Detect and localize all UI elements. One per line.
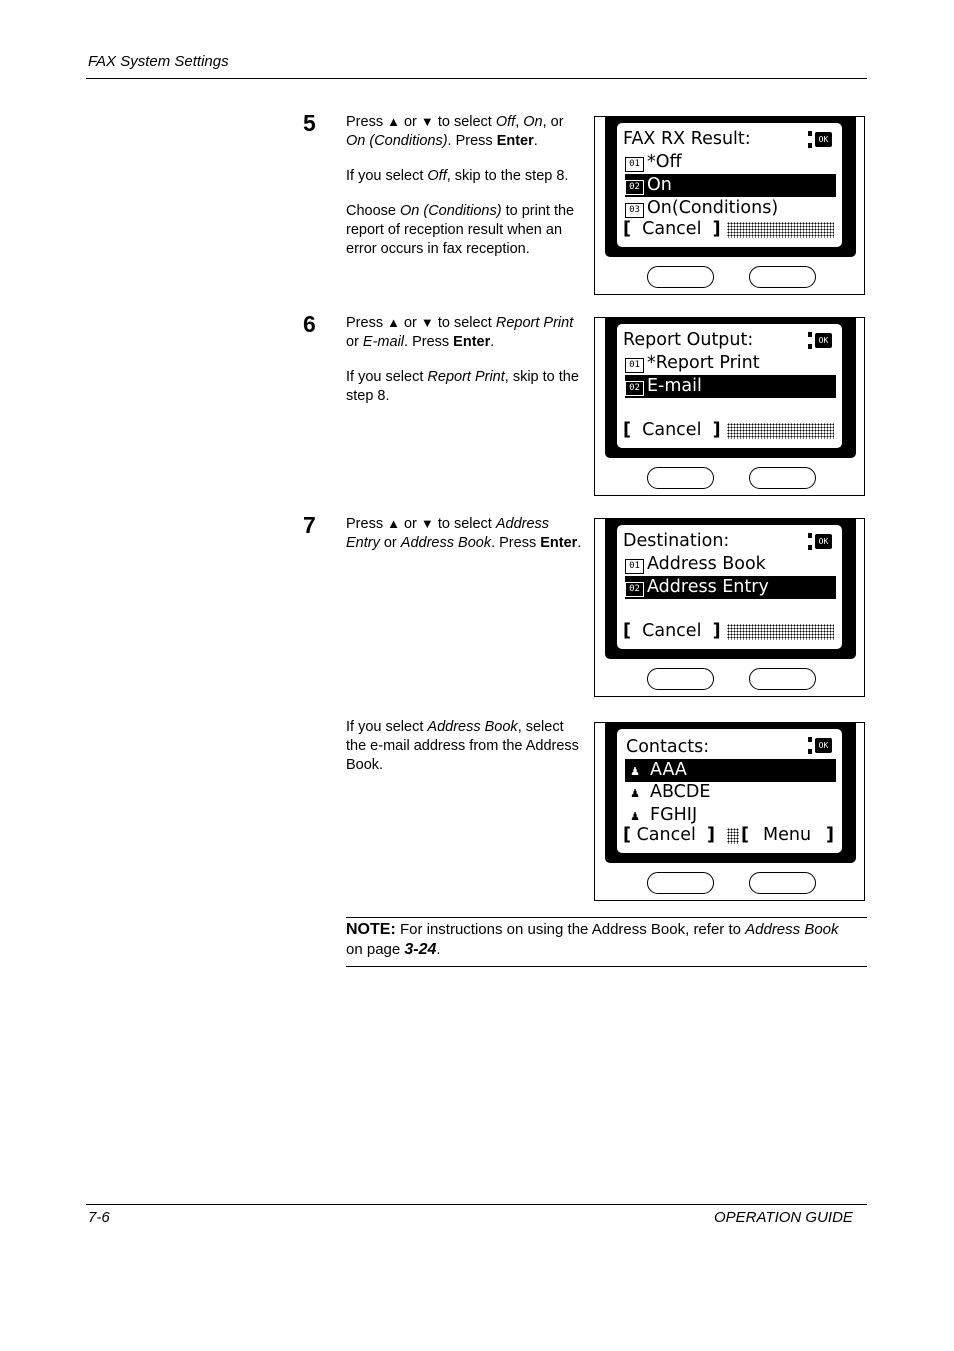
note: NOTE: For instructions on using the Address Book, refer to Address Book on page 3-24.: [346, 921, 839, 958]
note-page-ref[interactable]: 3-24: [404, 941, 437, 958]
step-instructions: [346, 112, 586, 275]
up-down-icon: [808, 130, 812, 148]
step-paragraph: Press ▲ or ▼ to select Off, On, or On (Conditions). Press Enter.: [346, 114, 564, 149]
menu-option[interactable]: 01 *Off: [625, 151, 836, 174]
right-softkey-button[interactable]: [749, 872, 816, 894]
ok-icon: OK: [815, 132, 832, 147]
operation-panel-illustration: [594, 317, 865, 496]
left-softkey-button[interactable]: [647, 467, 714, 489]
menu-option-selected[interactable]: 02 On: [625, 174, 836, 197]
up-down-icon: [808, 331, 812, 349]
step-paragraph: Press ▲ or ▼ to select Report Print or E-mail. Press Enter.: [346, 315, 574, 350]
cancel-softkey[interactable]: Cancel: [642, 420, 702, 440]
menu-softkey[interactable]: Menu: [763, 825, 812, 845]
operation-panel-illustration: [594, 518, 865, 697]
ok-icon: OK: [815, 738, 832, 753]
down-arrow-icon: ▼: [420, 315, 434, 330]
contact-item-selected[interactable]: ♟ AAA: [625, 759, 836, 782]
lcd-screen: [617, 123, 842, 247]
cancel-softkey[interactable]: Cancel: [636, 825, 696, 845]
step-paragraph: Choose On (Conditions) to print the report of reception result when an error occurs in fax reception.: [346, 203, 575, 257]
hatch-pattern: [727, 222, 834, 238]
note-label: NOTE:: [346, 921, 396, 938]
left-softkey-button[interactable]: [647, 872, 714, 894]
note-rule-bottom: [346, 966, 867, 967]
right-softkey-button[interactable]: [749, 266, 816, 288]
up-arrow-icon: ▲: [387, 516, 400, 531]
right-softkey-button[interactable]: [749, 467, 816, 489]
up-down-icon: [808, 532, 812, 550]
lcd-screen: [617, 324, 842, 448]
softkey-row: [ Cancel ]: [623, 419, 836, 442]
step-number: 5: [303, 110, 316, 136]
cancel-softkey[interactable]: Cancel: [642, 621, 702, 641]
down-arrow-icon: ▼: [420, 114, 434, 129]
person-icon: ♟: [630, 810, 640, 823]
step-number: 7: [303, 512, 316, 538]
display-bezel: [605, 723, 856, 863]
step-paragraph: If you select Address Book, select the e-mail address from the Address Book.: [346, 719, 579, 773]
display-bezel: [605, 519, 856, 659]
guide-name: OPERATION GUIDE: [714, 1209, 853, 1226]
up-arrow-icon: ▲: [387, 114, 400, 129]
hatch-pattern: [727, 624, 834, 640]
left-softkey-button[interactable]: [647, 668, 714, 690]
down-arrow-icon: ▼: [420, 516, 434, 531]
hatch-pattern: [727, 423, 834, 439]
operation-panel-illustration: [594, 116, 865, 295]
softkey-row: [ Cancel ] [ Menu ]: [623, 825, 834, 845]
lcd-screen: [617, 729, 842, 853]
cancel-softkey[interactable]: Cancel: [642, 219, 702, 239]
step-instructions: [346, 313, 586, 422]
ok-icon: OK: [815, 534, 832, 549]
step-instructions: [346, 718, 586, 791]
person-icon: ♟: [630, 787, 640, 800]
ok-icon: OK: [815, 333, 832, 348]
operation-panel-illustration: [594, 722, 865, 901]
note-rule-top: [346, 917, 867, 918]
screen-title: Report Output:: [623, 330, 754, 350]
screen-title: Contacts:: [626, 737, 710, 757]
step-paragraph: If you select Off, skip to the step 8.: [346, 168, 569, 184]
lcd-screen: [617, 525, 842, 649]
screen-title: Destination:: [623, 531, 730, 551]
page-number: 7-6: [88, 1209, 110, 1226]
step-number: 6: [303, 311, 316, 337]
contact-item[interactable]: ♟ FGHIJ: [625, 804, 836, 827]
menu-option[interactable]: 01 *Report Print: [625, 352, 836, 375]
section-title: FAX System Settings: [88, 53, 229, 70]
step-instructions: [346, 514, 586, 569]
up-arrow-icon: ▲: [387, 315, 400, 330]
display-bezel: [605, 117, 856, 257]
left-softkey-button[interactable]: [647, 266, 714, 288]
step-paragraph: If you select Report Print, skip to the step 8.: [346, 369, 579, 404]
hatch-pattern: [727, 828, 739, 844]
right-softkey-button[interactable]: [749, 668, 816, 690]
step-paragraph: Press ▲ or ▼ to select Address Entry or Address Book. Press Enter.: [346, 516, 582, 551]
menu-option-selected[interactable]: 02 E-mail: [625, 375, 836, 398]
screen-title: FAX RX Result:: [623, 129, 751, 149]
menu-option[interactable]: 03 On(Conditions): [625, 197, 836, 220]
menu-option-selected[interactable]: 02 Address Entry: [625, 576, 836, 599]
menu-option[interactable]: 01 Address Book: [625, 553, 836, 576]
display-bezel: [605, 318, 856, 458]
softkey-row: [ Cancel ]: [623, 218, 836, 241]
up-down-icon: [808, 736, 812, 754]
softkey-row: [ Cancel ]: [623, 620, 836, 643]
header-rule: [86, 78, 867, 79]
footer-rule: [86, 1204, 867, 1205]
contact-item[interactable]: ♟ ABCDE: [625, 781, 836, 804]
person-icon: ♟: [630, 765, 640, 778]
note-reference[interactable]: Address Book: [745, 921, 839, 938]
